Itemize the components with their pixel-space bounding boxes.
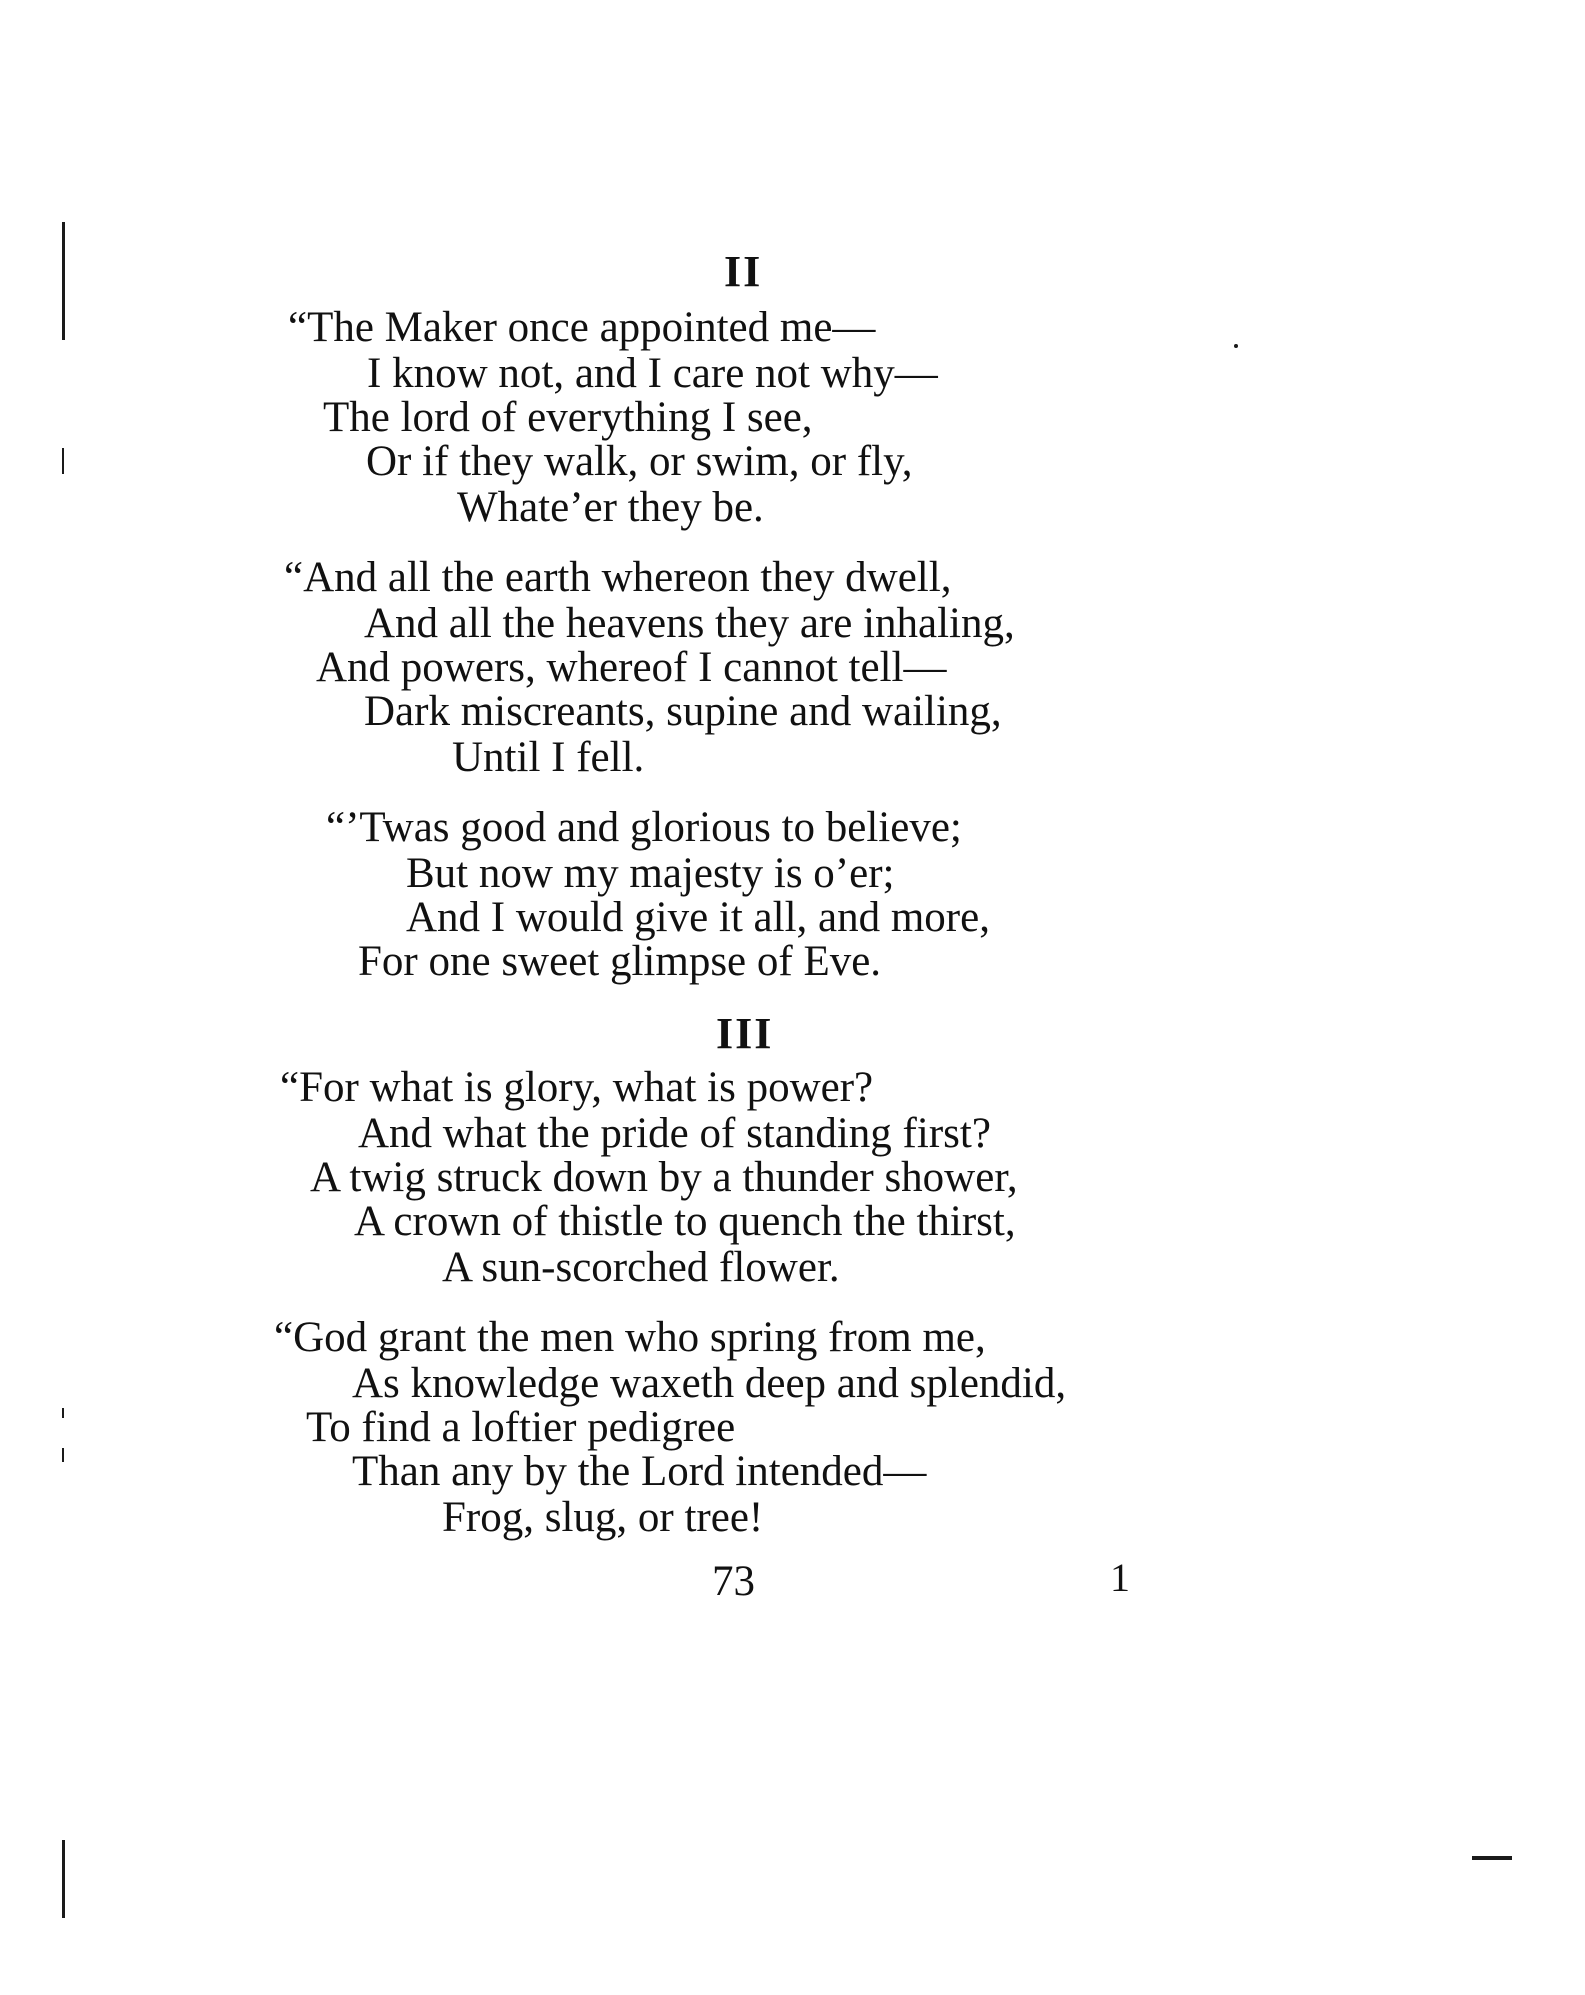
verse-line: Until I fell. — [452, 734, 645, 781]
verse-line: A twig struck down by a thunder shower, — [310, 1154, 1018, 1201]
verse-line: Frog, slug, or tree! — [442, 1494, 764, 1541]
verse-line: “For what is glory, what is power? — [280, 1064, 874, 1111]
verse-line: And all the heavens they are inhaling, — [364, 600, 1015, 647]
scan-speck — [1234, 344, 1238, 348]
verse-line: I know not, and I care not why— — [367, 350, 938, 397]
verse-line: A sun-scorched flower. — [442, 1244, 840, 1291]
verse-line: And I would give it all, and more, — [406, 894, 990, 941]
scan-edge-dash — [1472, 1856, 1512, 1860]
scan-edge-mark-small — [62, 448, 64, 474]
verse-line: To find a loftier pedigree — [306, 1404, 736, 1451]
verse-line: And powers, whereof I cannot tell— — [316, 644, 947, 691]
verse-line: And what the pride of standing first? — [358, 1110, 991, 1157]
section-numeral-ii: II — [724, 247, 763, 296]
verse-line: The lord of everything I see, — [323, 394, 813, 441]
verse-line: “And all the earth whereon they dwell, — [284, 554, 952, 601]
page-number: 73 — [712, 1558, 755, 1605]
verse-line: Or if they walk, or swim, or fly, — [366, 438, 913, 485]
scan-edge-mark-mid — [62, 1408, 64, 1418]
verse-line: But now my majesty is o’er; — [406, 850, 895, 897]
section-numeral-iii: III — [716, 1009, 774, 1058]
verse-line: Dark miscreants, supine and wailing, — [364, 688, 1002, 735]
signature-mark: 1 — [1110, 1555, 1130, 1600]
verse-line: “’Twas good and glorious to believe; — [326, 804, 962, 851]
scan-edge-mark-bottom — [62, 1840, 65, 1918]
scan-edge-mark-top — [62, 222, 65, 340]
verse-line: Whate’er they be. — [457, 484, 764, 531]
verse-line: “The Maker once appointed me— — [288, 304, 876, 351]
verse-line: As knowledge waxeth deep and splendid, — [352, 1360, 1067, 1407]
verse-line: Than any by the Lord intended— — [352, 1448, 927, 1495]
verse-line: For one sweet glimpse of Eve. — [358, 938, 882, 985]
verse-line: “God grant the men who spring from me, — [274, 1314, 986, 1361]
verse-line: A crown of thistle to quench the thirst, — [354, 1198, 1016, 1245]
scan-edge-mark-mid2 — [62, 1448, 64, 1462]
